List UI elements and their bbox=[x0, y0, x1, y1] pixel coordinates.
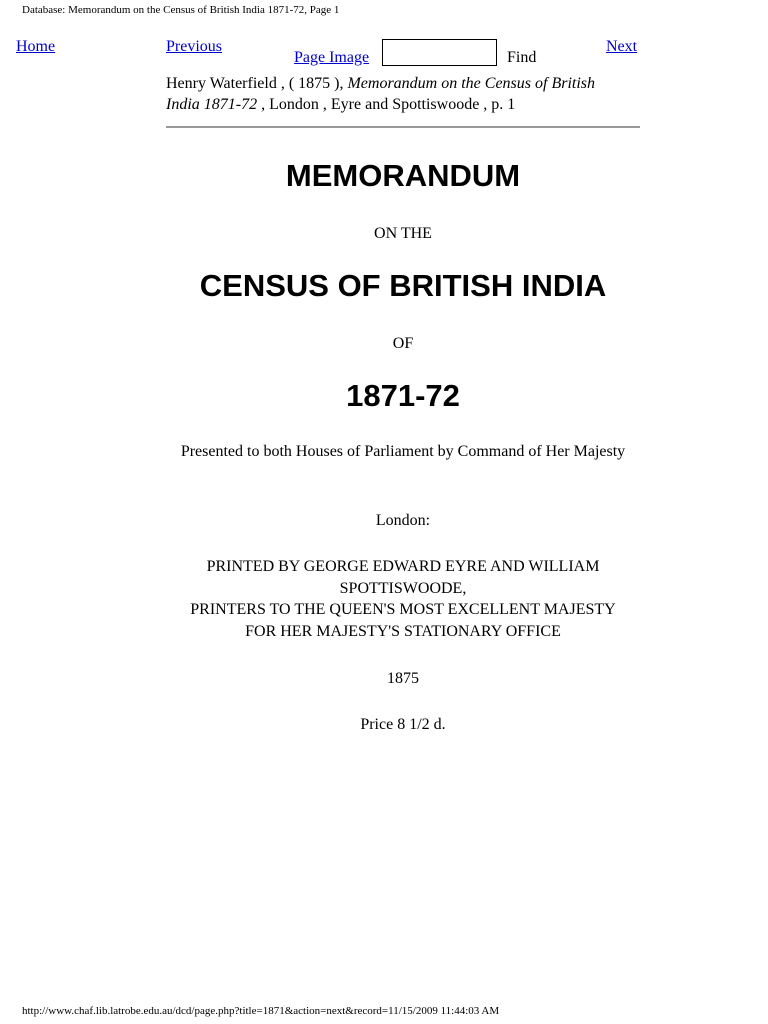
header-divider bbox=[166, 126, 640, 128]
print-header: Database: Memorandum on the Census of British India 1871-72, Page 1 bbox=[22, 4, 340, 16]
document-year: 1875 bbox=[387, 670, 419, 687]
previous-link[interactable]: Previous bbox=[166, 38, 222, 55]
citation-title: Memorandum on the Census of British India 1871-72 bbox=[166, 75, 596, 113]
document-on-the: ON THE bbox=[374, 225, 432, 242]
document-city: London: bbox=[375, 512, 431, 529]
page-image-link[interactable]: Page Image bbox=[294, 49, 370, 66]
citation bbox=[166, 73, 626, 115]
document-presented: Presented to both Houses of Parliament by Command of Her Majesty bbox=[180, 443, 626, 460]
document-price: Price 8 1/2 d. bbox=[360, 716, 446, 733]
home-link[interactable]: Home bbox=[16, 38, 56, 55]
document-title-memorandum: MEMORANDUM bbox=[285, 158, 521, 193]
next-link[interactable]: Next bbox=[606, 38, 638, 55]
document-years: 1871-72 bbox=[346, 378, 460, 413]
document-printed-by: PRINTED BY GEORGE EDWARD EYRE AND WILLIAM SPOTTISWOODE, bbox=[206, 558, 600, 597]
citation-author-year: Henry Waterfield , ( 1875 ), bbox=[166, 75, 348, 92]
find-label: Find bbox=[507, 49, 537, 66]
document-printers-line: PRINTERS TO THE QUEEN'S MOST EXCELLENT MAJESTY bbox=[190, 601, 616, 618]
citation-publisher: , London , Eyre and Spottiswoode , p. 1 bbox=[257, 96, 516, 113]
document-office-line: FOR HER MAJESTY'S STATIONARY OFFICE bbox=[245, 623, 561, 640]
document-title-census: CENSUS OF BRITISH INDIA bbox=[199, 268, 607, 303]
find-input[interactable] bbox=[382, 39, 497, 66]
print-footer-url: http://www.chaf.lib.latrobe.edu.au/dcd/page.php?title=1871&action=next&record=11/15/2009 11:44:03 AM bbox=[22, 1005, 500, 1017]
document-of: OF bbox=[392, 335, 414, 352]
